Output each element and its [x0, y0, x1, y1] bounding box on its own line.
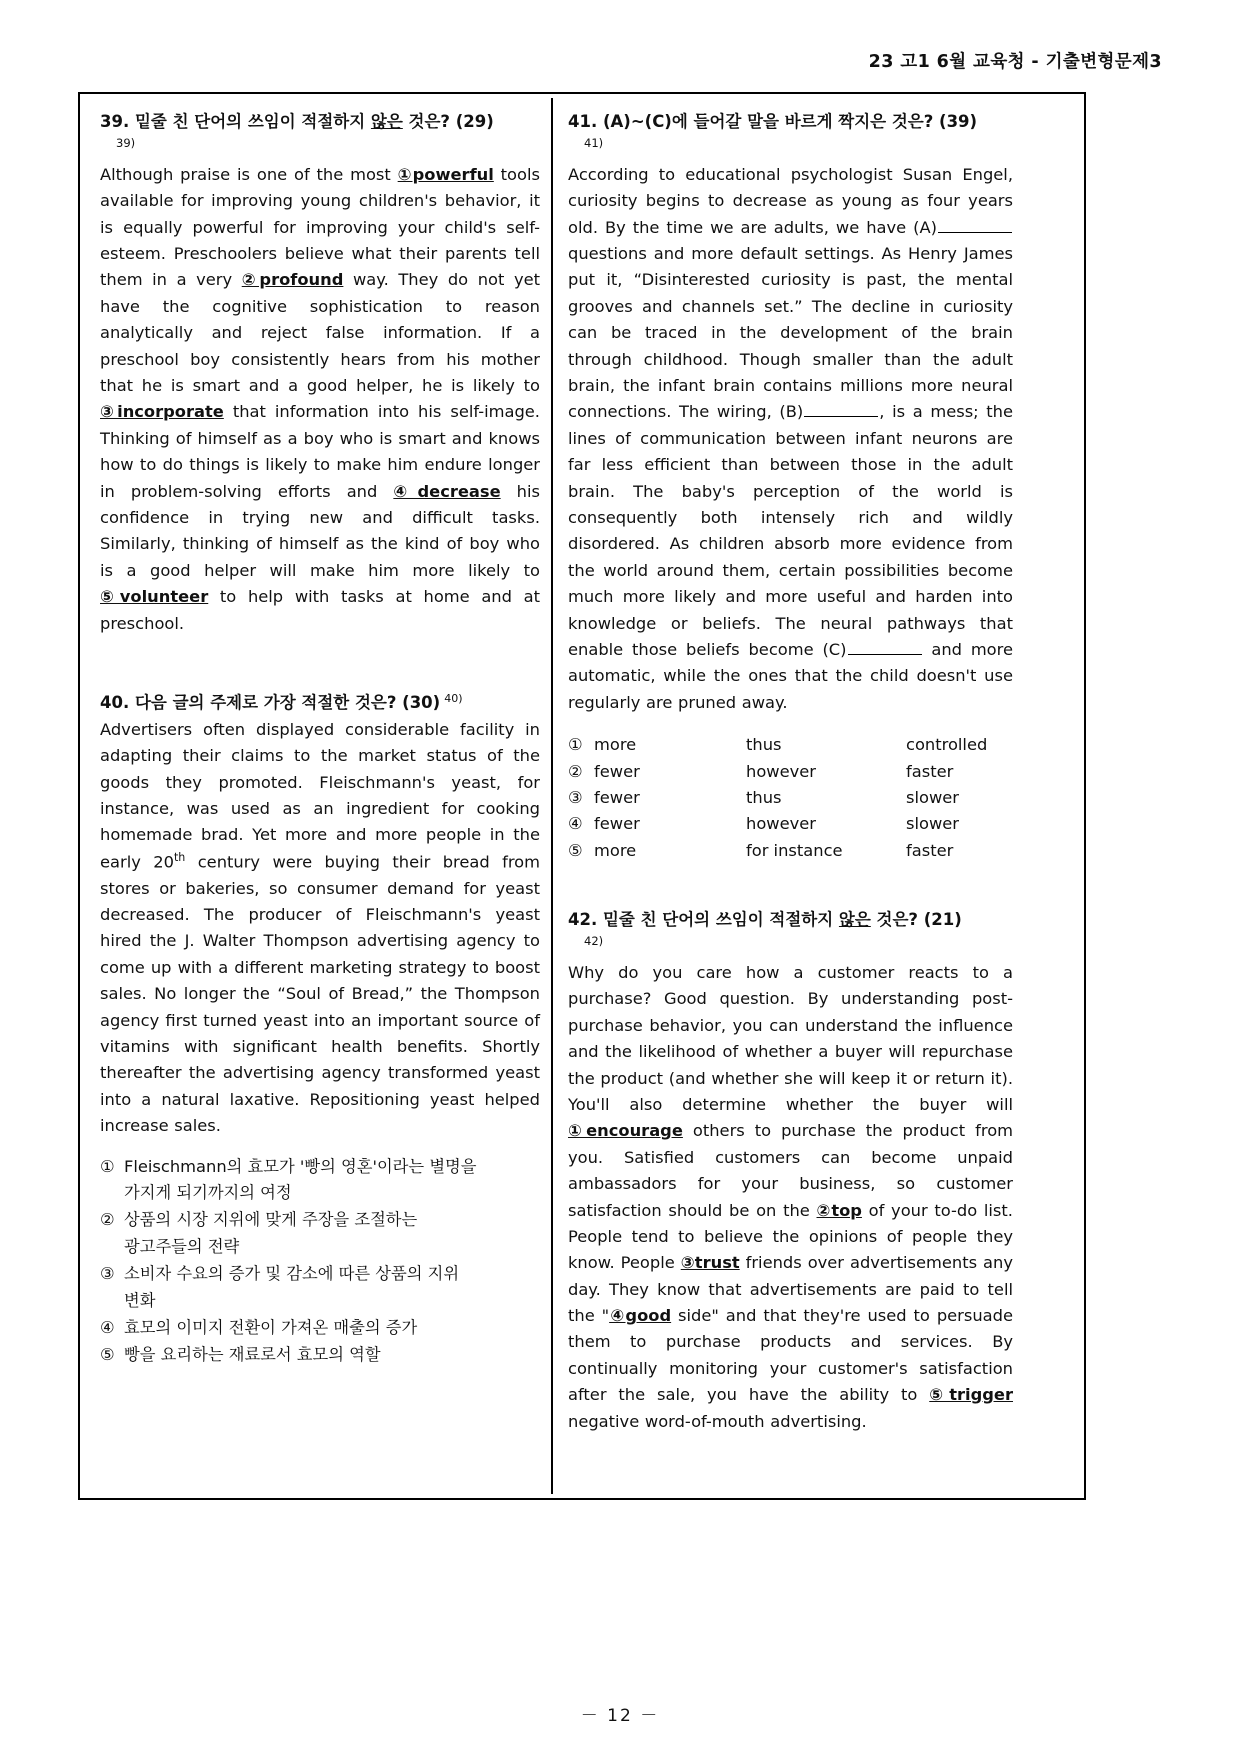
blank-c [848, 638, 922, 654]
choice-col-a: fewer [594, 761, 640, 781]
choice-row[interactable] [100, 1207, 540, 1260]
choice-row[interactable] [100, 1261, 540, 1314]
q42-underlined-choice-3: ③trust [680, 1253, 740, 1273]
q40-text-1: Advertisers often displayed considerable facility in adapting their claims to the market status of the goods they promoted. Fleischmann's yeast, for instance, was used as an ingredient for cooking homemade brad. Yet more and more people in the early 20 [100, 719, 540, 872]
choice-line-1: 소비자 수요의 증가 및 감소에 따른 상품의 지위 [124, 1264, 460, 1284]
choice-line-2: 변화 [124, 1290, 156, 1310]
question-40 [100, 691, 540, 1369]
question-42-prompt-negative: 않은 [838, 910, 871, 930]
question-42-ref: 42) [584, 934, 604, 948]
question-40-prompt: 다음 글의 주제로 가장 적절한 것은? (30) [129, 692, 441, 712]
choice-col-c: controlled [906, 735, 988, 755]
q42-text-1: Why do you care how a customer reacts to a purchase? Good question. By understanding post-purchase behavior, you can understand the influence and the likelihood of whether a buyer will repurchase the product (and whether she will keep it or return it). You'll also determine whether the buyer will [568, 963, 1013, 1114]
choice-line-1: 빵을 요리하는 재료로서 효모의 역할 [124, 1345, 381, 1365]
left-column [100, 92, 540, 1370]
q42-text-2: others to purchase the product from you. Satisfied customers can become unpaid ambassadors for your business, so customer satisfaction should be on the [568, 1121, 1014, 1220]
choice-col-a: fewer [594, 787, 640, 807]
question-42 [568, 908, 1013, 1435]
table-row[interactable] [568, 811, 1013, 837]
q41-text-2: questions and more default settings. As Henry James put it, “Disinterested curiosity is past, the mental grooves and channels set.” The decline in curiosity can be traced in the development of the brain through childhood. Though smaller than the adult brain, the infant brain contains millions more neural connections. The wiring, (B) [568, 244, 1013, 422]
choice-row[interactable] [100, 1315, 540, 1341]
q39-text-1: Although praise is one of the most [100, 164, 398, 184]
page-header-title: 23 고1 6월 교육청 - 기출변형문제3 [868, 52, 1162, 72]
choice-label [124, 1342, 540, 1368]
choice-col-c: slower [906, 787, 959, 807]
question-40-passage [100, 717, 540, 1140]
question-41-passage [568, 162, 1013, 716]
q41-text-3: , is a mess; the lines of communication between infant neurons are far less efficient than between those in the adult brain. The baby's perception of the world is consequently both intensely rich and wildly disordered. As children absorb more evidence from the world around them, certain possibilities become much more likely and more useful and harden into knowledge or beliefs. The neural pathways that enable those beliefs become (C) [568, 402, 1014, 659]
blank-a [938, 216, 1012, 232]
choice-label [124, 1315, 540, 1341]
question-39-number: 39. [100, 112, 130, 131]
choice-marker: ⑤ [568, 840, 583, 860]
question-39 [100, 110, 540, 637]
table-row[interactable] [568, 759, 1013, 785]
q40-text-2: century were buying their bread from stores or bakeries, so consumer demand for yeast decreased. The producer of Fleischmann's yeast hired the J. Walter Thompson advertising agency to come up with a different marketing strategy to boost sales. No longer the “Soul of Bread,” the Thompson agency first turned yeast into an important source of vitamins with significant health benefits. Shortly thereafter the advertising agency transformed yeast into a natural laxative. Repositioning yeast helped increase sales. [100, 852, 540, 1136]
q42-text-4: friends over advertisements any day. They know that advertisements are paid to tell the " [568, 1253, 1013, 1326]
q42-text-3: of your to-do list. People tend to believe the opinions of people they know. People [568, 1200, 1013, 1273]
q39-underlined-choice-4: ④decrease [393, 481, 501, 501]
blank-b [804, 401, 878, 417]
choice-label [124, 1261, 540, 1314]
choice-row[interactable] [100, 1154, 540, 1207]
q42-underlined-choice-2: ②top [816, 1200, 862, 1220]
choice-col-b: thus [746, 787, 782, 807]
choice-line-1: 효모의 이미지 전환이 가져온 매출의 증가 [124, 1317, 418, 1337]
choice-marker: ③ [568, 787, 583, 807]
page-number: － 12 － [580, 1706, 660, 1726]
choice-line-1: Fleischmann의 효모가 '빵의 영혼'이라는 별명을 [124, 1156, 477, 1176]
table-row[interactable] [568, 838, 1013, 864]
question-42-prompt-post: 것은? (21) [870, 910, 962, 930]
q39-text-2: tools available for improving young children's behavior, it is equally powerful for improving your child's self-esteem. Preschoolers believe what their parents tell them in a very [100, 164, 540, 290]
choice-col-a: more [594, 735, 637, 755]
question-39-prompt-negative: 않은 [370, 112, 403, 131]
question-42-number: 42. [568, 910, 598, 930]
choice-line-2: 광고주들의 전략 [124, 1236, 240, 1256]
q39-text-4: that information into his self-image. Thinking of himself as a boy who is smart and knows how to do things is likely to make him endure longer in problem-solving efforts and [100, 402, 540, 501]
question-40-ref: 40) [444, 691, 463, 705]
choice-marker: ④ [568, 814, 583, 834]
choice-marker: ② [100, 1210, 115, 1230]
question-40-choices [100, 1154, 540, 1369]
question-41-ref: 41) [584, 135, 604, 150]
question-41 [568, 110, 1013, 864]
choice-col-b: for instance [746, 840, 843, 860]
q40-ordinal-suffix: th [173, 850, 186, 864]
choice-row[interactable] [100, 1342, 540, 1368]
q42-text-5: side" and that they're used to persuade them to purchase products and services. By continually monitoring your customer's satisfaction after the sale, you have the ability to [568, 1306, 1013, 1405]
question-42-passage [568, 960, 1013, 1435]
question-41-choice-table [568, 732, 1013, 864]
q39-text-6: to help with tasks at home and at preschool. [100, 587, 540, 633]
q41-text-4: and more automatic, while the ones that the child doesn't use regularly are pruned away. [568, 639, 1013, 712]
question-41-number: 41. [568, 112, 598, 131]
question-40-heading [100, 691, 540, 715]
choice-marker: ④ [100, 1317, 115, 1337]
column-divider [551, 98, 553, 1494]
q42-underlined-choice-1: ①encourage [568, 1121, 683, 1141]
choice-col-a: more [594, 840, 637, 860]
choice-marker: ② [568, 761, 583, 781]
table-row[interactable] [568, 785, 1013, 811]
choice-label [124, 1154, 540, 1207]
choice-col-c: slower [906, 814, 959, 834]
q39-underlined-choice-1: ①powerful [397, 164, 494, 184]
right-column [568, 92, 1013, 1445]
q39-underlined-choice-3: ③incorporate [100, 402, 224, 422]
question-41-heading [568, 110, 1013, 134]
question-41-prompt: (A)~(C)에 들어갈 말을 바르게 짝지은 것은? (39) [597, 112, 978, 131]
choice-col-b: thus [746, 735, 782, 755]
question-39-prompt-pre: 밑줄 친 단어의 쓰임이 적절하지 [129, 112, 371, 131]
q42-underlined-choice-5: ⑤trigger [929, 1385, 1013, 1405]
question-39-prompt-post: 것은? (29) [402, 112, 494, 131]
question-39-ref: 39) [116, 135, 136, 150]
question-40-number: 40. [100, 692, 130, 712]
question-42-heading [568, 908, 1013, 932]
q39-text-5: his confidence in trying new and difficult tasks. Similarly, thinking of himself as the kind of boy who is a good helper will make him more likely to [100, 481, 540, 580]
q39-underlined-choice-5: ⑤volunteer [100, 587, 209, 607]
choice-col-c: faster [906, 761, 954, 781]
choice-marker: ① [568, 735, 583, 755]
choice-marker: ① [100, 1156, 115, 1176]
question-42-prompt-pre: 밑줄 친 단어의 쓰임이 적절하지 [597, 910, 839, 930]
question-39-passage [100, 162, 540, 637]
q41-text-1: According to educational psychologist Susan Engel, curiosity begins to decrease as young as four years old. By the time we are adults, we have (A) [568, 164, 1013, 237]
q42-underlined-choice-4: ④good [609, 1306, 672, 1326]
choice-marker: ⑤ [100, 1345, 115, 1365]
q42-text-6: negative word-of-mouth advertising. [568, 1411, 867, 1431]
choice-col-b: however [746, 761, 816, 781]
choice-line-1: 상품의 시장 지위에 맞게 주장을 조절하는 [124, 1210, 418, 1230]
choice-line-2: 가지게 되기까지의 여정 [124, 1182, 292, 1202]
table-row[interactable] [568, 732, 1013, 758]
question-gap-39-40 [100, 647, 540, 691]
choice-col-b: however [746, 814, 816, 834]
choice-col-a: fewer [594, 814, 640, 834]
question-gap-41-42 [568, 864, 1013, 908]
choice-label [124, 1207, 540, 1260]
choice-col-c: faster [906, 840, 954, 860]
choice-marker: ③ [100, 1264, 115, 1284]
question-39-heading [100, 110, 540, 134]
q39-underlined-choice-2: ②profound [241, 270, 344, 290]
q39-text-3: way. They do not yet have the cognitive sophistication to reason analytically and reject false information. If a preschool boy consistently hears from his mother that he is smart and a good helper, he is likely to [100, 270, 540, 396]
